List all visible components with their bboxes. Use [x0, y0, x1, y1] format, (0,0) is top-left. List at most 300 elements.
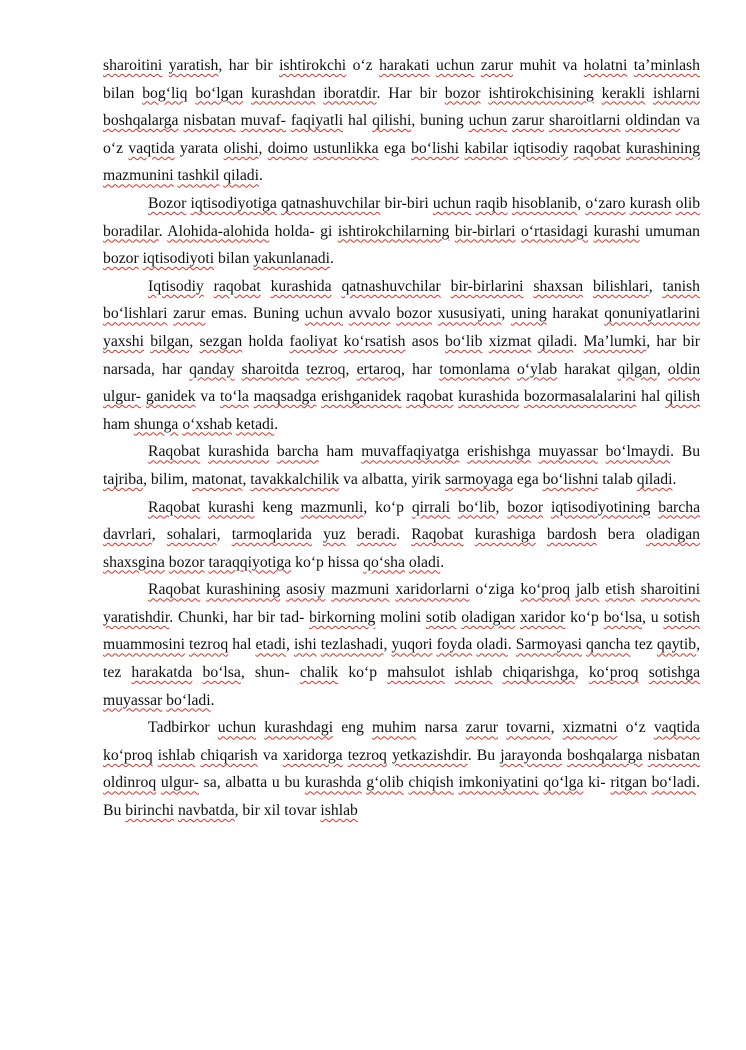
spellcheck-flagged-word: uchun: [432, 194, 472, 212]
spellcheck-flagged-word: xususiyati: [437, 305, 502, 323]
spellcheck-flagged-word: boshqalarga: [567, 746, 643, 764]
spellcheck-flagged-word: oldindan: [625, 112, 681, 130]
spellcheck-flagged-word: kurashi: [593, 222, 640, 240]
spellcheck-flagged-word: sharoitlarni: [549, 112, 621, 130]
spellcheck-flagged-word: olishi: [223, 139, 259, 157]
spellcheck-flagged-word: Ma’lumki: [583, 332, 647, 350]
spellcheck-flagged-word: bog‘liq: [142, 84, 188, 102]
text-run: bilan: [103, 84, 143, 102]
spellcheck-flagged-word: uchun: [217, 719, 257, 737]
text-run: [312, 526, 323, 543]
spellcheck-flagged-word: boshqalarga: [103, 112, 179, 130]
text-run: , buning: [411, 112, 469, 130]
spellcheck-flagged-word: muammosini: [103, 636, 185, 654]
spellcheck-flagged-word: Raqobat: [411, 526, 464, 544]
text-run: keng: [254, 498, 301, 516]
paragraph-2: [103, 190, 700, 273]
text-run: [445, 664, 455, 681]
spellcheck-flagged-word: beradi: [356, 526, 397, 544]
text-run: ,: [242, 470, 251, 488]
spellcheck-flagged-word: ishtirokchisining: [488, 84, 594, 102]
spellcheck-flagged-word: yetkazishdir: [391, 746, 468, 764]
spellcheck-flagged-word: birinchi: [125, 802, 175, 820]
spellcheck-flagged-word: bo‘ladi: [651, 774, 697, 792]
spellcheck-flagged-word: iqtisodiyotining: [550, 498, 651, 516]
text-run: [543, 499, 551, 516]
spellcheck-flagged-word: ishi: [294, 636, 317, 654]
spellcheck-flagged-word: muvaf-: [240, 112, 286, 130]
text-run: [598, 443, 606, 460]
spellcheck-flagged-word: kurashdan: [251, 84, 316, 102]
spellcheck-flagged-word: ganidek: [145, 388, 196, 406]
text-run: .: [440, 553, 445, 571]
spellcheck-flagged-word: iqtisodiyotiga: [190, 194, 277, 212]
spellcheck-flagged-word: qonuniyatlarini: [604, 305, 701, 323]
text-run: . Har bir: [376, 84, 445, 102]
text-run: .: [573, 332, 584, 350]
spellcheck-flagged-word: uchun: [436, 57, 475, 74]
spellcheck-flagged-word: o‘zaro: [585, 194, 626, 212]
text-run: yarata: [174, 139, 224, 157]
text-run: eng: [333, 719, 372, 737]
text-run: hal: [636, 388, 666, 406]
text-run: .: [210, 691, 215, 709]
text-run: ,: [656, 360, 668, 378]
spellcheck-flagged-word: tanish: [662, 277, 701, 295]
spellcheck-flagged-word: foyda: [436, 636, 473, 654]
spellcheck-flagged-word: o‘rtasidagi: [520, 222, 589, 240]
text-run: [450, 499, 458, 516]
spellcheck-flagged-word: muyassar: [103, 691, 163, 709]
text-run: bera: [596, 526, 646, 544]
text-run: Tadbirkor: [148, 719, 218, 737]
spellcheck-flagged-word: oldinroq: [103, 774, 157, 792]
spellcheck-flagged-word: mazmunli: [300, 498, 364, 516]
spellcheck-flagged-word: bozor: [396, 305, 433, 323]
spellcheck-flagged-word: qo‘lga: [543, 774, 584, 792]
text-run: .: [158, 222, 168, 240]
text-run: , bilim,: [143, 470, 192, 488]
spellcheck-flagged-word: etish: [605, 581, 635, 599]
spellcheck-flagged-word: uchun: [468, 112, 507, 130]
spellcheck-flagged-word: bo‘lib: [444, 332, 483, 350]
text-run: [200, 499, 208, 516]
spellcheck-flagged-word: sarmoyaga: [445, 470, 513, 488]
text-run: ,: [574, 664, 589, 682]
spellcheck-flagged-word: erishishga: [467, 443, 531, 461]
spellcheck-flagged-word: harakati: [379, 57, 430, 74]
spellcheck-flagged-word: bo‘lgan: [195, 84, 244, 102]
text-run: , har bir narsada, har: [103, 332, 701, 378]
text-run: hal: [228, 636, 256, 654]
spellcheck-flagged-word: ketadi: [235, 415, 275, 433]
text-run: , bir xil tovar: [234, 802, 321, 820]
text-run: bir-biri: [380, 194, 433, 212]
spellcheck-flagged-word: faqiyatli: [290, 112, 344, 130]
text-run: harakat: [557, 360, 618, 378]
spellcheck-flagged-word: kurashiga: [474, 526, 536, 544]
spellcheck-flagged-word: oladigan: [461, 608, 516, 626]
spellcheck-flagged-word: kurashda: [304, 774, 362, 792]
spellcheck-flagged-word: qo‘sha: [363, 553, 405, 571]
paragraph-1: [103, 52, 700, 190]
spellcheck-flagged-word: vaqtida: [128, 139, 175, 157]
text-run: [243, 85, 251, 102]
spellcheck-flagged-word: zarur: [465, 719, 499, 737]
paragraph-5: [103, 494, 700, 577]
spellcheck-flagged-word: asosiy: [286, 581, 326, 599]
spellcheck-flagged-word: ishlab: [454, 664, 493, 682]
text-run: holda: [242, 332, 290, 350]
spellcheck-flagged-word: nisbatan: [647, 746, 700, 764]
spellcheck-flagged-word: sharoitini: [103, 57, 163, 74]
spellcheck-flagged-word: ertaroq: [356, 360, 401, 378]
spellcheck-flagged-word: ustunlikka: [313, 139, 379, 157]
spellcheck-flagged-word: tezroq: [306, 360, 346, 378]
text-run: talab: [598, 470, 637, 488]
spellcheck-flagged-word: raqobat: [573, 139, 621, 157]
text-run: tez: [630, 636, 657, 654]
spellcheck-flagged-word: tezlashadi: [320, 636, 384, 654]
spellcheck-flagged-word: ulgur-: [103, 388, 142, 406]
spellcheck-flagged-word: kurashida: [458, 388, 520, 406]
spellcheck-flagged-word: zarur: [511, 112, 545, 130]
text-run: [536, 526, 547, 543]
text-run: , tez: [103, 636, 701, 682]
spellcheck-flagged-word: tezroq: [347, 746, 387, 764]
text-run: , ko‘p: [363, 498, 412, 516]
text-run: [459, 443, 467, 460]
spellcheck-flagged-word: bo‘lsa: [202, 664, 241, 682]
text-run: [510, 361, 517, 378]
spellcheck-flagged-word: tezroq: [189, 636, 229, 654]
spellcheck-flagged-word: bilgan: [150, 332, 190, 350]
text-run: [441, 278, 451, 295]
spellcheck-flagged-word: birkorning: [309, 608, 376, 626]
spellcheck-flagged-word: ko‘proq: [588, 664, 639, 682]
text-run: ,: [495, 498, 508, 516]
text-run: [498, 719, 506, 736]
spellcheck-flagged-word: kurashi: [208, 498, 255, 516]
spellcheck-flagged-word: jarayonda: [500, 746, 563, 764]
spellcheck-flagged-word: sezgan: [199, 332, 243, 350]
spellcheck-flagged-word: bir-birlarini: [450, 277, 524, 295]
text-run: [531, 443, 539, 460]
spellcheck-flagged-word: kurashining: [625, 139, 701, 157]
spellcheck-flagged-word: Iqtisodiy: [148, 277, 204, 295]
spellcheck-flagged-word: kabilar: [464, 139, 508, 157]
text-run: [269, 443, 277, 460]
spellcheck-flagged-word: xaridorga: [282, 746, 343, 764]
spellcheck-flagged-word: qancha: [586, 636, 631, 654]
text-run: va: [257, 746, 283, 764]
spellcheck-flagged-word: ulgur-: [160, 774, 199, 792]
text-run: [192, 664, 202, 681]
spellcheck-flagged-word: raqobat: [406, 388, 454, 406]
spellcheck-flagged-word: oladi: [476, 636, 508, 654]
spellcheck-flagged-word: nisbatan: [183, 112, 236, 130]
text-run: [638, 664, 648, 681]
text-run: [492, 664, 502, 681]
spellcheck-flagged-word: kurashida: [270, 277, 332, 295]
text-run: o‘z: [617, 719, 654, 737]
spellcheck-flagged-word: boradilar: [103, 222, 159, 240]
text-run: ko‘p: [565, 608, 604, 626]
text-run: [594, 85, 602, 102]
spellcheck-flagged-word: oladigan: [646, 526, 701, 544]
spellcheck-flagged-word: ritgan: [610, 774, 647, 792]
spellcheck-flagged-word: bo‘lmaydi: [605, 443, 671, 461]
spellcheck-flagged-word: tovarni: [506, 719, 551, 737]
spellcheck-flagged-word: chiqish: [408, 774, 454, 792]
spellcheck-flagged-word: matonat: [191, 470, 243, 488]
spellcheck-flagged-word: tomonlama: [439, 360, 510, 378]
spellcheck-flagged-word: tarmoqlarida: [231, 526, 312, 544]
text-run: [346, 526, 357, 543]
text-run: ko‘p: [338, 664, 388, 682]
text-run: , har: [401, 360, 440, 378]
spellcheck-flagged-word: harakatda: [131, 664, 193, 682]
spellcheck-flagged-word: chiqarishga: [502, 664, 575, 682]
text-run: , u: [642, 608, 664, 626]
spellcheck-flagged-word: yaratish: [168, 57, 219, 74]
text-run: hal: [343, 112, 373, 130]
spellcheck-flagged-word: kerakli: [601, 84, 646, 102]
text-run: .: [396, 526, 412, 544]
text-run: ,: [383, 636, 392, 654]
text-run: ,: [550, 719, 563, 737]
spellcheck-flagged-word: qatnashuvchilar: [341, 277, 441, 295]
spellcheck-flagged-word: tavakkalchilik: [250, 470, 340, 488]
text-run: ,: [258, 139, 268, 157]
text-run: emas. Buning: [205, 305, 305, 323]
spellcheck-flagged-word: xaridor: [520, 608, 566, 626]
spellcheck-flagged-word: ko‘proq: [520, 581, 571, 599]
spellcheck-flagged-word: bozor: [507, 498, 544, 516]
spellcheck-flagged-word: chiqarish: [200, 746, 258, 764]
text-run: muhit va: [513, 57, 584, 74]
spellcheck-flagged-word: shaxsan: [533, 277, 584, 295]
text-run: .: [259, 167, 263, 185]
text-run: ,: [577, 194, 586, 212]
text-run: , har bir: [218, 57, 280, 74]
text-run: ,: [345, 360, 357, 378]
text-run: [234, 361, 241, 378]
text-run: ki-: [583, 774, 611, 792]
spellcheck-flagged-word: navbatda: [177, 802, 235, 820]
spellcheck-flagged-word: bo‘lsa: [603, 608, 643, 626]
spellcheck-flagged-word: kurashining: [206, 581, 281, 599]
spellcheck-flagged-word: qiladi: [537, 332, 574, 350]
spellcheck-flagged-word: Alohida-alohida: [167, 222, 270, 240]
spellcheck-flagged-word: iqtisodiyoti: [142, 250, 215, 268]
spellcheck-flagged-word: erishganidek: [321, 388, 402, 406]
text-run: ega: [512, 470, 543, 488]
paragraph-3: [103, 273, 700, 439]
spellcheck-flagged-word: barcha: [276, 443, 319, 461]
spellcheck-flagged-word: bozor: [168, 553, 205, 571]
text-run: ham: [318, 443, 362, 461]
text-run: holda- gi: [269, 222, 338, 240]
spellcheck-flagged-word: xizmat: [488, 332, 532, 350]
text-run: ham: [103, 415, 134, 433]
spellcheck-flagged-word: davrlari: [103, 526, 152, 544]
spellcheck-flagged-word: doimo: [267, 139, 308, 157]
spellcheck-flagged-word: shunga: [133, 415, 179, 433]
text-run: [583, 278, 593, 295]
spellcheck-flagged-word: iboratdir: [323, 84, 377, 102]
spellcheck-flagged-word: Bozor: [148, 194, 187, 212]
text-run: ,: [286, 636, 295, 654]
spellcheck-flagged-word: kurashida: [208, 443, 270, 461]
text-run: o‘ziga: [469, 581, 521, 599]
spellcheck-flagged-word: ishlab: [320, 802, 358, 820]
spellcheck-flagged-word: ishlab: [157, 746, 196, 764]
spellcheck-flagged-word: muvaffaqiyatga: [361, 443, 460, 461]
spellcheck-flagged-word: xaridorlarni: [395, 581, 470, 599]
spellcheck-flagged-word: uning: [510, 305, 547, 323]
spellcheck-flagged-word: kurash: [629, 194, 672, 212]
text-run: asos: [405, 332, 445, 350]
text-run: ,: [151, 526, 167, 544]
spellcheck-flagged-word: qilgan: [617, 360, 657, 378]
spellcheck-flagged-word: yaratishdir: [103, 608, 170, 626]
text-run: harakat: [546, 305, 605, 323]
spellcheck-flagged-word: oladi: [408, 553, 441, 571]
spellcheck-flagged-word: holatni: [583, 57, 628, 74]
spellcheck-flagged-word: shaxsgina: [103, 553, 165, 571]
spellcheck-flagged-word: raqobat: [213, 277, 261, 295]
spellcheck-flagged-word: ishtirokchilarning: [337, 222, 450, 240]
spellcheck-flagged-word: to‘la: [220, 388, 249, 406]
spellcheck-flagged-word: oldin: [667, 360, 701, 378]
spellcheck-flagged-word: zarur: [480, 57, 514, 74]
spellcheck-flagged-word: vaqtida: [653, 719, 700, 737]
spellcheck-flagged-word: o‘xshab: [182, 415, 232, 433]
spellcheck-flagged-word: bo‘lishni: [542, 470, 599, 488]
spellcheck-flagged-word: muyassar: [538, 443, 598, 461]
spellcheck-flagged-word: o‘ylab: [517, 360, 558, 378]
spellcheck-flagged-word: ishtirokchi: [279, 57, 347, 74]
text-run: va albatta, yirik: [339, 470, 446, 488]
spellcheck-flagged-word: uchun: [304, 305, 344, 323]
text-run: ,: [189, 332, 200, 350]
spellcheck-flagged-word: sotish: [663, 608, 701, 626]
spellcheck-flagged-word: qilish: [665, 388, 701, 406]
spellcheck-flagged-word: etadi: [255, 636, 287, 654]
text-run: sa, albatta u bu: [198, 774, 305, 792]
text-run: [332, 278, 342, 295]
spellcheck-flagged-word: imkoniyatini: [458, 774, 539, 792]
text-run: ,: [648, 277, 663, 295]
spellcheck-flagged-word: bilishlari: [592, 277, 649, 295]
text-run: .: [274, 415, 279, 433]
spellcheck-flagged-word: qiladi: [223, 167, 260, 185]
spellcheck-flagged-word: qilishi: [372, 112, 412, 130]
spellcheck-flagged-word: mazmuni: [331, 581, 390, 599]
spellcheck-flagged-word: faoliyat: [289, 332, 338, 350]
spellcheck-flagged-word: qiladi: [636, 470, 673, 488]
spellcheck-flagged-word: bozor: [103, 250, 139, 268]
spellcheck-flagged-word: zarur: [173, 305, 206, 323]
spellcheck-flagged-word: bo‘lishlari: [103, 305, 168, 323]
spellcheck-flagged-word: avvalo: [348, 305, 391, 323]
spellcheck-flagged-word: barcha: [658, 498, 701, 516]
spellcheck-flagged-word: yakunlanadi: [253, 250, 331, 268]
spellcheck-flagged-word: qatnashuvchilar: [281, 194, 381, 212]
spellcheck-flagged-word: sharoitini: [640, 581, 701, 599]
text-run: .: [330, 250, 334, 268]
spellcheck-flagged-word: ko‘proq: [103, 746, 153, 764]
spellcheck-flagged-word: iqtisodiy: [513, 139, 569, 157]
text-run: ko‘p hissa: [291, 553, 364, 571]
spellcheck-flagged-word: bozor: [444, 84, 481, 102]
spellcheck-flagged-word: tashkil: [177, 167, 220, 185]
spellcheck-flagged-word: tajriba: [103, 470, 144, 488]
spellcheck-flagged-word: yuqori: [391, 636, 433, 654]
spellcheck-flagged-word: maqsadga: [253, 388, 317, 406]
spellcheck-flagged-word: sohalari: [166, 526, 217, 544]
text-run: va o‘z: [103, 112, 700, 157]
spellcheck-flagged-word: Raqobat: [148, 581, 201, 599]
text-run: molini: [375, 608, 426, 626]
spellcheck-flagged-word: sharoitda: [241, 360, 300, 378]
spellcheck-flagged-word: mahsulot: [387, 664, 445, 682]
text-run: ,: [216, 526, 232, 544]
text-run: [645, 85, 653, 102]
spellcheck-flagged-word: yuz: [323, 526, 346, 544]
spellcheck-flagged-word: mazmunini: [103, 167, 174, 185]
text-run: [261, 278, 271, 295]
text-run: . Bu: [467, 746, 501, 764]
text-run: ,: [501, 305, 511, 323]
paragraph-7: [103, 714, 700, 824]
spellcheck-flagged-word: ta’minlash: [633, 57, 701, 74]
spellcheck-flagged-word: jalb: [575, 581, 600, 599]
spellcheck-flagged-word: taraqqiyotiga: [208, 553, 292, 571]
text-run: [204, 278, 214, 295]
spellcheck-flagged-word: Raqobat: [148, 498, 201, 516]
spellcheck-flagged-word: Raqobat: [148, 443, 201, 461]
paragraph-4: [103, 438, 700, 493]
text-run: [464, 526, 475, 543]
text-run: . Bu: [103, 774, 700, 820]
text-run: [524, 278, 534, 295]
spellcheck-flagged-word: bir-birlari: [454, 222, 516, 240]
spellcheck-flagged-word: bozormasalalarini: [523, 388, 637, 406]
spellcheck-flagged-word: yaxshi: [103, 332, 144, 350]
spellcheck-flagged-word: chalik: [299, 664, 339, 682]
text-run: , shun-: [240, 664, 300, 682]
spellcheck-flagged-word: qanday: [189, 360, 235, 378]
text-run: o‘z: [346, 57, 380, 74]
text-run: bilan: [214, 250, 254, 268]
spellcheck-flagged-word: bardosh: [546, 526, 597, 544]
spellcheck-flagged-word: kurashdagi: [264, 719, 334, 737]
text-run: .: [507, 636, 516, 654]
spellcheck-flagged-word: bo‘ladi: [166, 691, 211, 709]
spellcheck-flagged-word: g‘olib: [366, 774, 404, 792]
spellcheck-flagged-word: sotib: [425, 608, 457, 626]
text-run: . Bu: [670, 443, 701, 461]
text-run: [200, 443, 208, 460]
document-page: [103, 52, 700, 825]
text-run: narsa: [416, 719, 466, 737]
spellcheck-flagged-word: bo‘lishi: [411, 139, 460, 157]
text-run: .: [672, 470, 677, 488]
text-run: ega: [378, 139, 412, 157]
spellcheck-flagged-word: raqib: [475, 194, 508, 212]
